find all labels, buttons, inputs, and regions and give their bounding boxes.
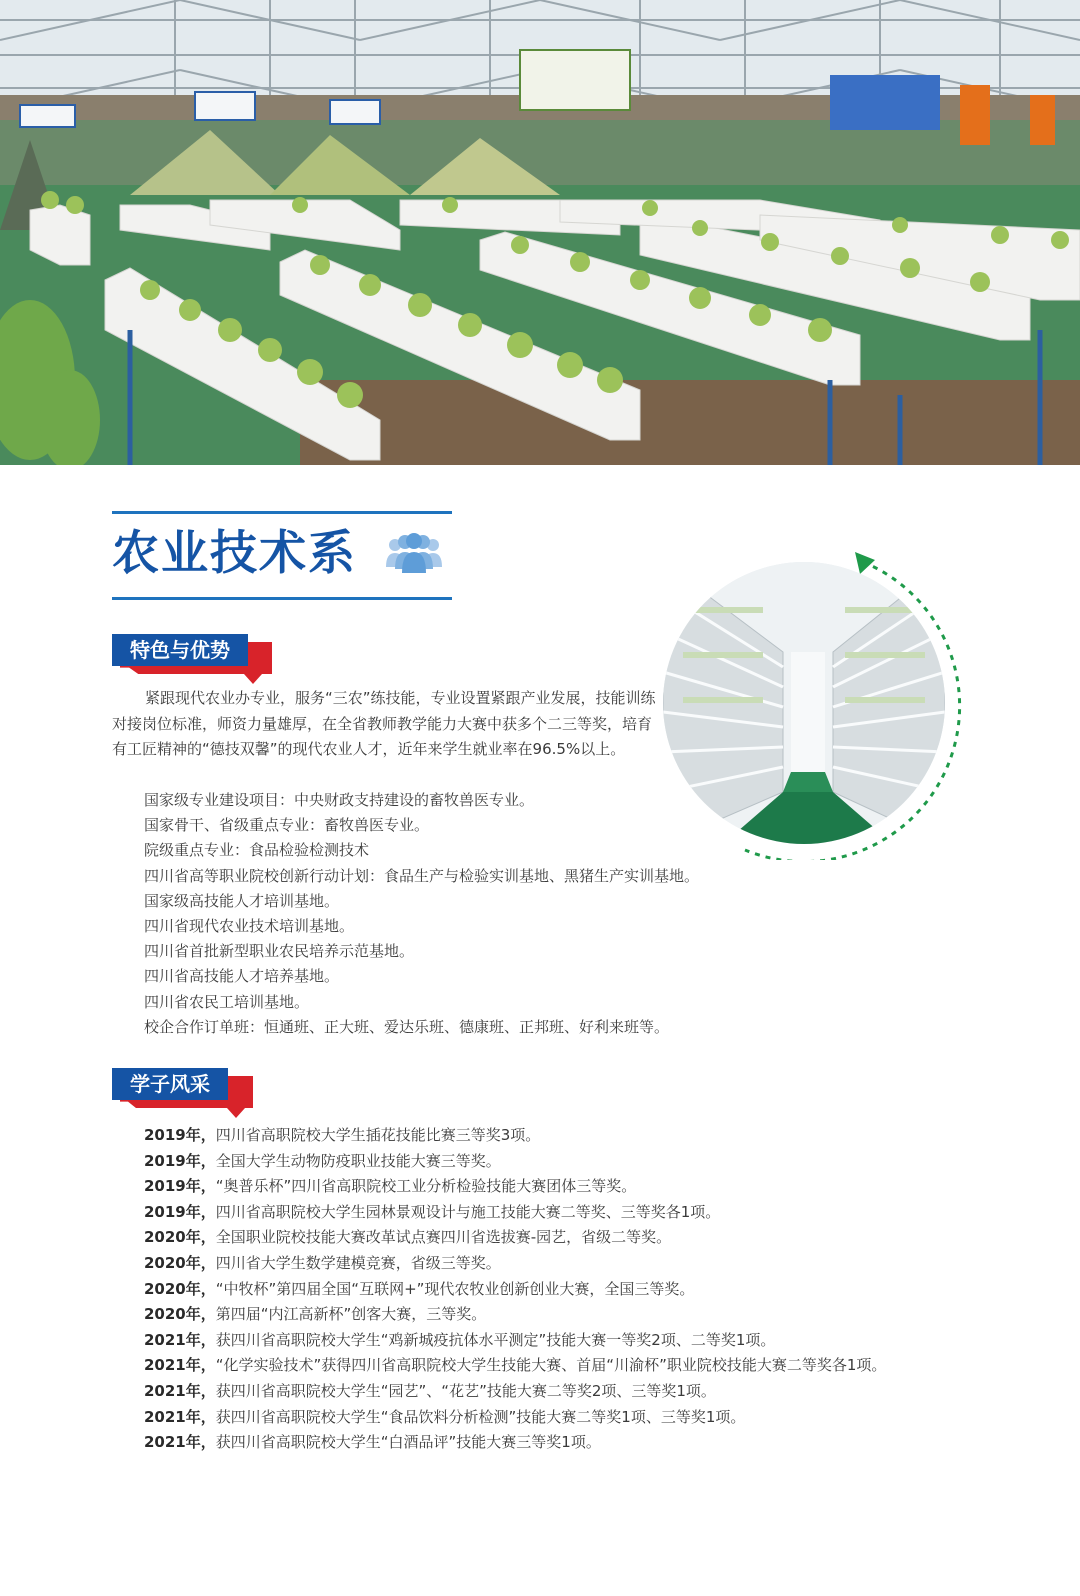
award-item: 2020年，全国职业院校技能大赛改革试点赛四川省选拔赛-园艺，省级二等奖。 <box>144 1228 672 1247</box>
badge-features-label: 特色与优势 <box>112 634 248 666</box>
hero-greenhouse-photo <box>0 0 1080 465</box>
award-item: 2021年，获四川省高职院校大学生“鸡新城疫抗体水平测定”技能大赛一等奖2项、二等奖1项。 <box>144 1330 776 1349</box>
title-rule-top <box>112 511 452 514</box>
people-group-icon <box>385 533 443 577</box>
awards-list <box>144 1123 886 1456</box>
award-item: 2020年，第四届“内江高新杯”创客大赛，三等奖。 <box>144 1305 487 1324</box>
greenhouse-illustration <box>0 0 1080 465</box>
vertical-farm-photo <box>663 562 945 844</box>
award-item: 2019年，全国大学生动物防疫职业技能大赛三等奖。 <box>144 1151 501 1170</box>
award-item: 2021年，获四川省高职院校大学生“白酒品评”技能大赛三等奖1项。 <box>144 1433 601 1452</box>
list-item: 国家骨干、省级重点专业：畜牧兽医专业。 <box>144 816 430 835</box>
award-item: 2019年，四川省高职院校大学生园林景观设计与施工技能大赛二等奖、三等奖各1项。 <box>144 1202 721 1221</box>
features-list <box>144 788 699 1040</box>
award-item: 2021年，“化学实验技术”获得四川省高职院校大学生技能大赛、首届“川渝杯”职业院校技能大赛二等奖各1项。 <box>144 1356 887 1375</box>
list-item: 国家级专业建设项目：中央财政支持建设的畜牧兽医专业。 <box>144 791 535 809</box>
list-item: 四川省农民工培训基地。 <box>144 992 310 1011</box>
department-title: 农业技术系 <box>112 526 357 581</box>
list-item: 四川省首批新型职业农民培养示范基地。 <box>144 942 415 961</box>
title-rule-bottom <box>112 597 452 600</box>
badge-students <box>112 1068 257 1112</box>
award-item: 2019年，“奥普乐杯”四川省高职院校工业分析检验技能大赛团体三等奖。 <box>144 1177 637 1196</box>
award-item: 2020年，“中牧杯”第四届全国“互联网+”现代农牧业创新创业大赛，全国三等奖。 <box>144 1279 695 1298</box>
list-item: 四川省高技能人才培养基地。 <box>144 967 340 986</box>
features-intro: 紧跟现代农业办专业，服务“三农”练技能，专业设置紧跟产业发展，技能训练对接岗位标准，师资力量雄厚，在全省教师教学能力大赛中获多个二三等奖，培育有工匠精神的“德技双馨”的现代农业人才，近年来学生就业率在96.5%以上。 <box>112 689 656 758</box>
list-item: 校企合作订单班：恒通班、正大班、爱达乐班、德康班、正邦班、好利来班等。 <box>144 1017 670 1036</box>
award-item: 2019年，四川省高职院校大学生插花技能比赛三等奖3项。 <box>144 1126 541 1144</box>
badge-students-label: 学子风采 <box>112 1068 228 1100</box>
badge-features <box>112 634 272 678</box>
award-item: 2021年，获四川省高职院校大学生“园艺”、“花艺”技能大赛二等奖2项、三等奖1项。 <box>144 1381 716 1400</box>
award-item: 2021年，获四川省高职院校大学生“食品饮料分析检测”技能大赛二等奖1项、三等奖1项。 <box>144 1407 746 1426</box>
list-item: 国家级高技能人才培训基地。 <box>144 891 340 910</box>
award-item: 2020年，四川省大学生数学建模竞赛，省级三等奖。 <box>144 1253 501 1272</box>
list-item: 四川省高等职业院校创新行动计划：食品生产与检验实训基地、黑猪生产实训基地。 <box>144 866 700 885</box>
list-item: 四川省现代农业技术培训基地。 <box>144 917 355 936</box>
list-item: 院级重点专业：食品检验检测技术 <box>144 841 370 860</box>
